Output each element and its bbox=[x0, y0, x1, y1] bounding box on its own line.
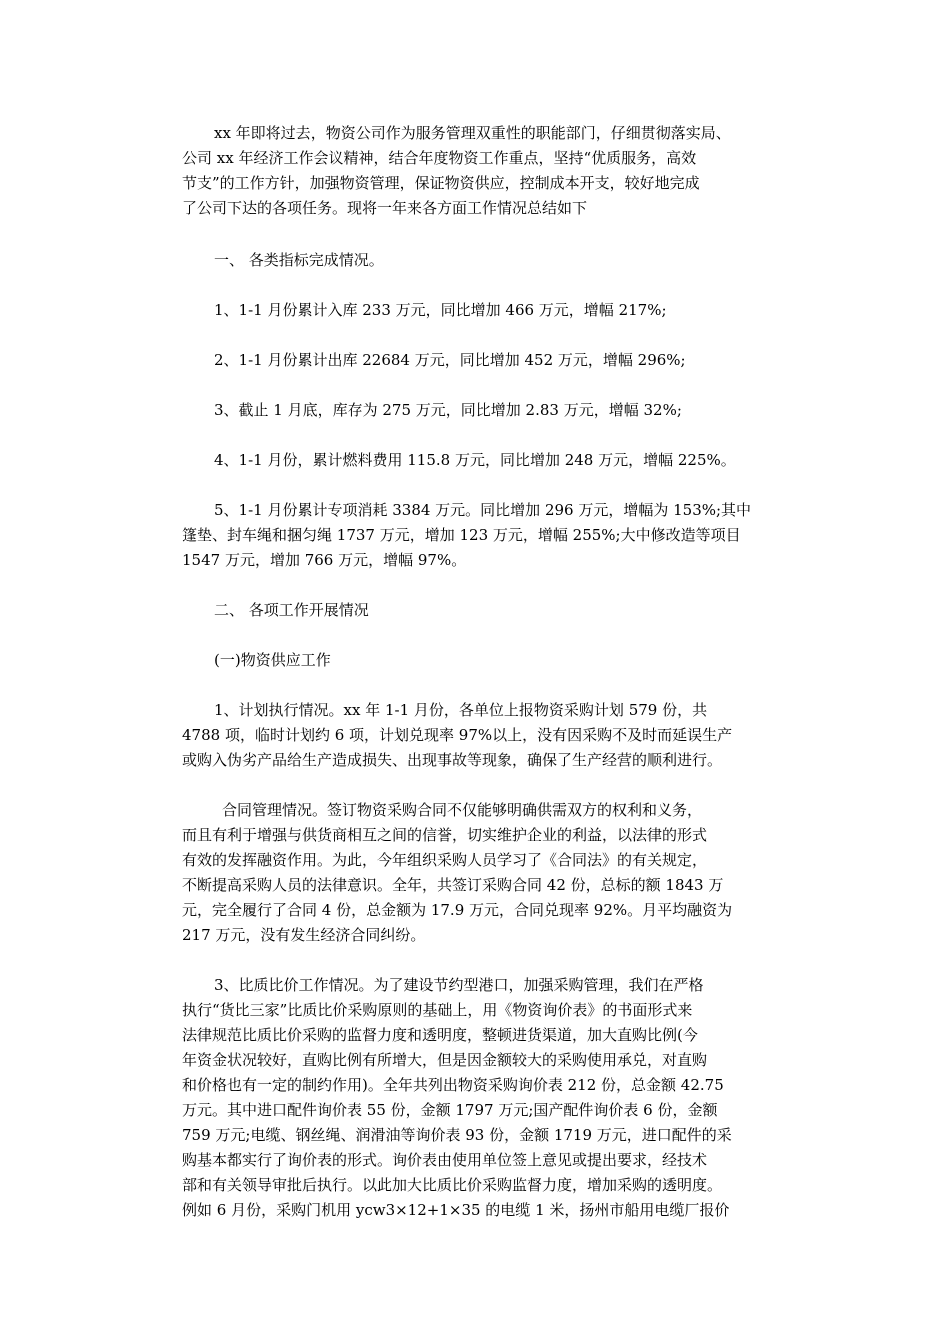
text-line: 部和有关领导审批后执行。以此加大比质比价采购监督力度，增加采购的透明度。 bbox=[182, 1176, 723, 1194]
text-line: 5、1-1 月份累计专项消耗 3384 万元。同比增加 296 万元，增幅为 153%;其中 bbox=[214, 501, 752, 519]
text-line: 2、1-1 月份累计出库 22684 万元，同比增加 452 万元，增幅 296%; bbox=[214, 351, 686, 369]
heading-text: 二、 各项工作开展情况 bbox=[214, 601, 369, 619]
text-line: 3、截止 1 月底，库存为 275 万元，同比增加 2.83 万元，增幅 32%; bbox=[214, 401, 682, 419]
text-line: 元，完全履行了合同 4 份，总金额为 17.9 万元，合同兑现率 92%。月平均融资为 bbox=[182, 901, 733, 919]
text-line: 有效的发挥融资作用。为此，今年组织采购人员学习了《合同法》的有关规定， bbox=[182, 851, 708, 869]
section-heading-1 bbox=[182, 248, 782, 273]
text-line: 1、计划执行情况。xx 年 1-1 月份，各单位上报物资采购计划 579 份，共 bbox=[214, 701, 708, 719]
text-line: 4、1-1 月份，累计燃料费用 115.8 万元，同比增加 248 万元，增幅 225%。 bbox=[214, 451, 736, 469]
indicator-item-3 bbox=[182, 398, 782, 423]
text-line: xx 年即将过去，物资公司作为服务管理双重性的职能部门，仔细贯彻落实局、 bbox=[214, 124, 731, 142]
text-line: 公司 xx 年经济工作会议精神，结合年度物资工作重点，坚持“优质服务，高效 bbox=[182, 149, 697, 167]
text-line: 例如 6 月份，采购门机用 ycw3×12+1×35 的电缆 1 米，扬州市船用电缆厂报价 bbox=[182, 1201, 730, 1219]
subsection-heading bbox=[182, 648, 782, 673]
text-line: 执行“货比三家”比质比价采购原则的基础上，用《物资询价表》的书面形式来 bbox=[182, 1001, 693, 1019]
text-line: 而且有利于增强与供货商相互之间的信誉，切实维护企业的利益，以法律的形式 bbox=[182, 826, 708, 844]
text-line: 3、比质比价工作情况。为了建设节约型港口，加强采购管理，我们在严格 bbox=[214, 976, 704, 994]
indicator-item-1 bbox=[182, 298, 782, 323]
text-line: 法律规范比质比价采购的监督力度和透明度，整顿进货渠道，加大直购比例(今 bbox=[182, 1026, 698, 1044]
section-heading-2 bbox=[182, 598, 782, 623]
text-line: 或购入伪劣产品给生产造成损失、出现事故等现象，确保了生产经营的顺利进行。 bbox=[182, 751, 723, 769]
text-line: 1、1-1 月份累计入库 233 万元，同比增加 466 万元，增幅 217%; bbox=[214, 301, 667, 319]
contract-management-paragraph bbox=[182, 798, 782, 948]
intro-paragraph bbox=[182, 121, 782, 221]
text-line: 了公司下达的各项任务。现将一年来各方面工作情况总结如下 bbox=[182, 199, 588, 217]
text-line: 不断提高采购人员的法律意识。全年，共签订采购合同 42 份，总标的额 1843 万 bbox=[182, 876, 724, 894]
indicator-item-2 bbox=[182, 348, 782, 373]
indicator-item-4 bbox=[182, 448, 782, 473]
price-comparison-paragraph bbox=[182, 973, 782, 1223]
text-line: 万元。其中进口配件询价表 55 份，金额 1797 万元;国产配件询价表 6 份，金额 bbox=[182, 1101, 718, 1119]
text-line: 759 万元;电缆、钢丝绳、润滑油等询价表 93 份，金额 1719 万元，进口配件的采 bbox=[182, 1126, 732, 1144]
text-line: 篷垫、封车绳和捆匀绳 1737 万元，增加 123 万元，增幅 255%;大中修改造等项目 bbox=[182, 526, 741, 544]
text-line: 年资金状况较好，直购比例有所增大，但是因金额较大的采购使用承兑，对直购 bbox=[182, 1051, 708, 1069]
text-line: 节支”的工作方针，加强物资管理，保证物资供应，控制成本开支，较好地完成 bbox=[182, 174, 700, 192]
plan-execution-paragraph bbox=[182, 698, 782, 773]
text-line: 217 万元，没有发生经济合同纠纷。 bbox=[182, 926, 426, 944]
heading-text: (一)物资供应工作 bbox=[214, 651, 331, 669]
text-line: 1547 万元，增加 766 万元，增幅 97%。 bbox=[182, 551, 467, 569]
text-line: 购基本都实行了询价表的形式。询价表由使用单位签上意见或提出要求，经技术 bbox=[182, 1151, 708, 1169]
text-line: 合同管理情况。签订物资采购合同不仅能够明确供需双方的权利和义务， bbox=[222, 801, 703, 819]
heading-text: 一、 各类指标完成情况。 bbox=[214, 251, 384, 269]
text-line: 和价格也有一定的制约作用)。全年共列出物资采购询价表 212 份，总金额 42.75 bbox=[182, 1076, 724, 1094]
text-line: 4788 项，临时计划约 6 项，计划兑现率 97%以上，没有因采购不及时而延误生产 bbox=[182, 726, 733, 744]
indicator-item-5 bbox=[182, 498, 782, 573]
